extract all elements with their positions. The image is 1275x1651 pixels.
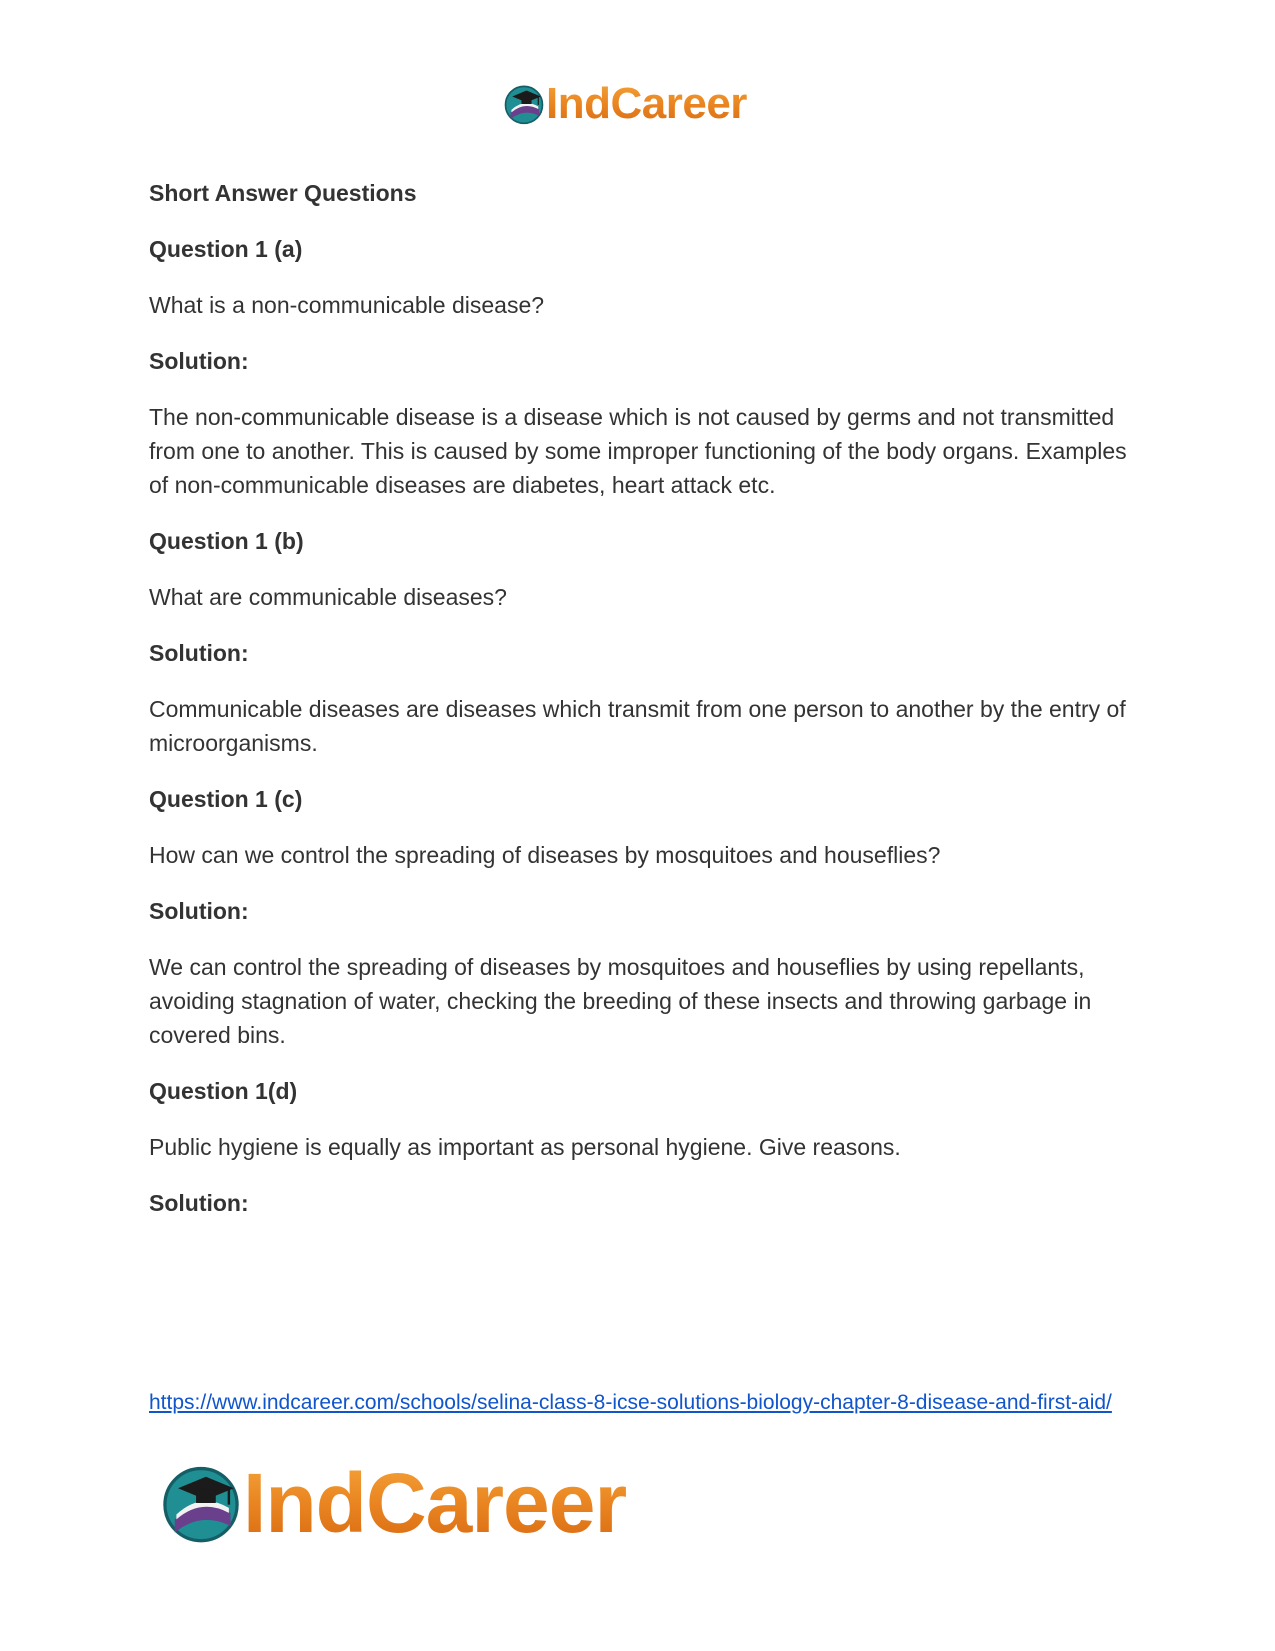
question-text: What is a non-communicable disease? (149, 292, 545, 318)
solution-label: Solution: (149, 640, 249, 666)
answer-text: We can control the spreading of diseases by mosquitoes and houseflies by using repellants, avoiding stagnation of water, checking the breeding of these insects and throwing garbage in covered bins. (149, 954, 1092, 1048)
solution-label: Solution: (149, 898, 249, 924)
source-url-link[interactable]: https://www.indcareer.com/schools/selina-class-8-icse-solutions-biology-chapter-8-disease-and-first-aid/ (149, 1391, 1112, 1414)
solution-label: Solution: (149, 348, 249, 374)
header-logo (503, 80, 747, 128)
question-text: What are communicable diseases? (149, 584, 507, 610)
section-title: Short Answer Questions (149, 180, 417, 206)
graduation-globe-icon (503, 83, 545, 125)
solution-label: Solution: (149, 1190, 249, 1216)
question-text: Public hygiene is equally as important as personal hygiene. Give reasons. (149, 1134, 901, 1160)
question-text: How can we control the spreading of diseases by mosquitoes and houseflies? (149, 842, 941, 868)
question-label: Question 1 (b) (149, 528, 304, 554)
answer-text: The non-communicable disease is a disease which is not caused by germs and not transmitted from one to another. This is caused by some improper functioning of the body organs. Examples of non-communicable diseases are diabetes, heart attack etc. (149, 404, 1127, 498)
question-label: Question 1 (a) (149, 236, 303, 262)
logo-wordmark: IndCareer (546, 79, 747, 128)
graduation-globe-icon (160, 1462, 242, 1544)
logo-wordmark: IndCareer (243, 1456, 627, 1550)
document-body (149, 176, 1139, 1220)
answer-text: Communicable diseases are diseases which transmit from one person to another by the entry of microorganisms. (149, 696, 1126, 756)
footer-logo (160, 1458, 626, 1548)
question-label: Question 1(d) (149, 1078, 298, 1104)
question-label: Question 1 (c) (149, 786, 303, 812)
